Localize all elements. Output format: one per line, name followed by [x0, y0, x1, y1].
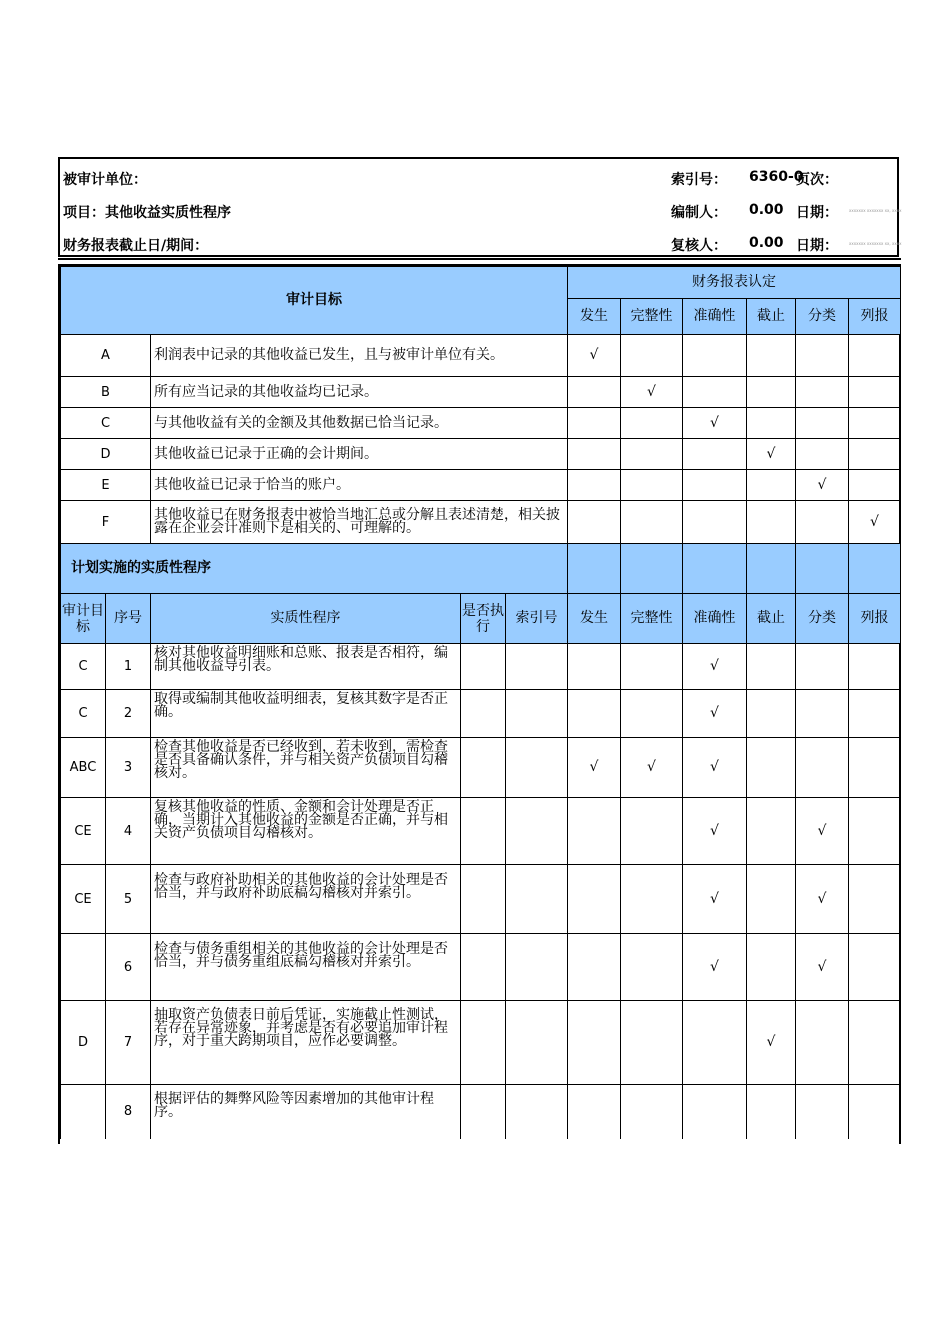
header-double-rule [58, 258, 901, 260]
col-assertion: 截止 [747, 594, 796, 644]
check-mark [849, 377, 901, 408]
procedure-text: 检查其他收益是否已经收到，若未收到，需检查是否具备确认条件，并与相关资产负债项目勾稽核对。 [151, 738, 461, 798]
procedures-title: 计划实施的实质性程序 [61, 544, 568, 594]
page-label: 页次： [796, 172, 838, 188]
procedure-row [61, 1001, 901, 1085]
check-mark [621, 1001, 683, 1085]
check-mark [849, 865, 901, 934]
preparer-date-label: 日期： [796, 205, 838, 221]
check-mark [568, 934, 621, 1001]
check-mark: √ [849, 501, 901, 544]
procedure-seq: 8 [106, 1085, 151, 1139]
objective-row [61, 377, 901, 408]
check-mark [796, 1001, 849, 1085]
col-seq: 序号 [106, 594, 151, 644]
procedure-row [61, 644, 901, 690]
assertion-header: 列报 [849, 299, 901, 335]
objective-code: B [61, 377, 151, 408]
check-mark [568, 501, 621, 544]
check-mark [621, 408, 683, 439]
procedure-text: 取得或编制其他收益明细表，复核其数字是否正确。 [151, 690, 461, 738]
procedure-executed[interactable] [461, 690, 506, 738]
procedure-seq: 4 [106, 798, 151, 865]
period-label: 财务报表截止日/期间： [63, 238, 209, 254]
objective-code: D [61, 439, 151, 470]
objective-code: E [61, 470, 151, 501]
assertion-header: 截止 [747, 299, 796, 335]
check-mark [683, 470, 747, 501]
workpaper-header [58, 157, 902, 257]
check-mark [621, 470, 683, 501]
assertion-header: 完整性 [621, 299, 683, 335]
procedure-row [61, 738, 901, 798]
check-mark [621, 798, 683, 865]
procedure-index[interactable] [506, 934, 568, 1001]
reviewer-date-value: xxxxxxx xxxxxxx xx, xxxx [849, 241, 902, 246]
procedure-executed[interactable] [461, 1085, 506, 1139]
check-mark [747, 501, 796, 544]
check-mark: √ [683, 644, 747, 690]
check-mark [849, 439, 901, 470]
check-mark [621, 335, 683, 377]
reviewer-value: 0.00 [749, 235, 784, 251]
blank-cell [849, 544, 901, 594]
procedure-text: 根据评估的舞弊风险等因素增加的其他审计程序。 [151, 1085, 461, 1139]
procedure-executed[interactable] [461, 934, 506, 1001]
check-mark [796, 335, 849, 377]
check-mark [568, 1085, 621, 1139]
check-mark: √ [568, 335, 621, 377]
reviewer-date-label: 日期： [796, 238, 838, 254]
check-mark: √ [621, 738, 683, 798]
assertion-header: 发生 [568, 299, 621, 335]
check-mark: √ [568, 738, 621, 798]
check-mark [747, 377, 796, 408]
check-mark: √ [796, 798, 849, 865]
objective-text: 与其他收益有关的金额及其他数据已恰当记录。 [151, 408, 568, 439]
objective-text: 其他收益已在财务报表中被恰当地汇总或分解且表述清楚，相关披露在企业会计准则下是相关的、可理解的。 [151, 501, 568, 544]
procedure-row [61, 690, 901, 738]
check-mark [683, 335, 747, 377]
check-mark [849, 1001, 901, 1085]
blank-cell [747, 544, 796, 594]
check-mark: √ [747, 439, 796, 470]
procedure-seq: 5 [106, 865, 151, 934]
check-mark: √ [683, 934, 747, 1001]
procedure-objective: C [61, 690, 106, 738]
audited-unit-label: 被审计单位： [63, 172, 147, 188]
procedure-executed[interactable] [461, 865, 506, 934]
procedure-text: 核对其他收益明细账和总账、报表是否相符，编制其他收益导引表。 [151, 644, 461, 690]
procedure-text: 检查与政府补助相关的其他收益的会计处理是否恰当，并与政府补助底稿勾稽核对并索引。 [151, 865, 461, 934]
procedure-objective: C [61, 644, 106, 690]
procedure-executed[interactable] [461, 798, 506, 865]
check-mark [796, 408, 849, 439]
check-mark [621, 644, 683, 690]
check-mark [621, 1085, 683, 1139]
objective-text: 其他收益已记录于正确的会计期间。 [151, 439, 568, 470]
procedure-objective [61, 1085, 106, 1139]
check-mark [747, 644, 796, 690]
check-mark [747, 738, 796, 798]
blank-cell [568, 544, 621, 594]
procedure-objective [61, 934, 106, 1001]
check-mark [568, 1001, 621, 1085]
check-mark [568, 690, 621, 738]
procedure-index[interactable] [506, 865, 568, 934]
assertion-header: 准确性 [683, 299, 747, 335]
check-mark [796, 644, 849, 690]
procedure-seq: 2 [106, 690, 151, 738]
check-mark [796, 501, 849, 544]
procedure-index[interactable] [506, 644, 568, 690]
check-mark [796, 690, 849, 738]
preparer-label: 编制人： [671, 205, 727, 221]
preparer-value: 0.00 [749, 202, 784, 218]
objective-row [61, 335, 901, 377]
procedure-seq: 1 [106, 644, 151, 690]
check-mark [683, 1001, 747, 1085]
procedure-text: 复核其他收益的性质、金额和会计处理是否正确，当期计入其他收益的金额是否正确，并与相关资产负债项目勾稽核对。 [151, 798, 461, 865]
check-mark [683, 501, 747, 544]
check-mark: √ [796, 470, 849, 501]
check-mark [747, 934, 796, 1001]
objectives-title: 审计目标 [61, 267, 568, 335]
check-mark [568, 644, 621, 690]
check-mark: √ [796, 934, 849, 1001]
project-title: 项目：其他收益实质性程序 [63, 205, 231, 221]
index-label: 索引号： [671, 172, 727, 188]
col-objective: 审计目标 [61, 594, 106, 644]
assertion-group-header: 财务报表认定 [568, 267, 901, 299]
blank-cell [621, 544, 683, 594]
check-mark [747, 1085, 796, 1139]
procedure-seq: 6 [106, 934, 151, 1001]
procedure-index[interactable] [506, 738, 568, 798]
procedure-seq: 3 [106, 738, 151, 798]
objective-row [61, 408, 901, 439]
check-mark [568, 377, 621, 408]
blank-cell [796, 544, 849, 594]
check-mark [747, 470, 796, 501]
check-mark: √ [683, 798, 747, 865]
check-mark [747, 335, 796, 377]
check-mark [747, 865, 796, 934]
check-mark [849, 798, 901, 865]
audit-program-table [60, 266, 901, 1139]
check-mark [849, 644, 901, 690]
preparer-date-value: xxxxxxx xxxxxxx xx, xxxx [849, 208, 902, 213]
blank-cell [683, 544, 747, 594]
assertion-header: 分类 [796, 299, 849, 335]
procedure-executed[interactable] [461, 1001, 506, 1085]
objective-text: 利润表中记录的其他收益已发生，且与被审计单位有关。 [151, 335, 568, 377]
procedure-objective: CE [61, 865, 106, 934]
objective-code: A [61, 335, 151, 377]
procedure-row [61, 1085, 901, 1139]
procedure-row [61, 865, 901, 934]
procedure-row [61, 934, 901, 1001]
check-mark [621, 501, 683, 544]
check-mark [621, 934, 683, 1001]
procedure-executed[interactable] [461, 738, 506, 798]
check-mark: √ [683, 690, 747, 738]
check-mark [568, 865, 621, 934]
check-mark [796, 738, 849, 798]
check-mark [849, 408, 901, 439]
reviewer-label: 复核人： [671, 238, 727, 254]
check-mark [849, 934, 901, 1001]
check-mark [621, 439, 683, 470]
procedure-objective: D [61, 1001, 106, 1085]
check-mark [796, 377, 849, 408]
procedure-text: 检查与债务重组相关的其他收益的会计处理是否恰当，并与债务重组底稿勾稽核对并索引。 [151, 934, 461, 1001]
check-mark [568, 798, 621, 865]
col-assertion: 完整性 [621, 594, 683, 644]
procedure-seq: 7 [106, 1001, 151, 1085]
objective-text: 所有应当记录的其他收益均已记录。 [151, 377, 568, 408]
col-assertion: 准确性 [683, 594, 747, 644]
check-mark: √ [796, 865, 849, 934]
col-index: 索引号 [506, 594, 568, 644]
objective-code: F [61, 501, 151, 544]
procedure-index[interactable] [506, 798, 568, 865]
objective-row [61, 501, 901, 544]
check-mark [568, 470, 621, 501]
check-mark [849, 738, 901, 798]
check-mark [747, 690, 796, 738]
col-procedure: 实质性程序 [151, 594, 461, 644]
check-mark: √ [747, 1001, 796, 1085]
check-mark [568, 439, 621, 470]
check-mark [683, 1085, 747, 1139]
check-mark: √ [621, 377, 683, 408]
procedure-row [61, 798, 901, 865]
check-mark [849, 690, 901, 738]
check-mark [849, 470, 901, 501]
check-mark [747, 798, 796, 865]
procedure-index[interactable] [506, 1001, 568, 1085]
check-mark [568, 408, 621, 439]
check-mark [796, 1085, 849, 1139]
procedure-text: 抽取资产负债表日前后凭证，实施截止性测试，若存在异常迹象，并考虑是否有必要追加审计程序，对于重大跨期项目，应作必要调整。 [151, 1001, 461, 1085]
col-assertion: 发生 [568, 594, 621, 644]
check-mark: √ [683, 738, 747, 798]
check-mark [683, 439, 747, 470]
procedure-executed[interactable] [461, 644, 506, 690]
check-mark [849, 1085, 901, 1139]
procedure-objective: ABC [61, 738, 106, 798]
col-assertion: 分类 [796, 594, 849, 644]
check-mark [849, 335, 901, 377]
check-mark [683, 377, 747, 408]
objective-code: C [61, 408, 151, 439]
objective-text: 其他收益已记录于恰当的账户。 [151, 470, 568, 501]
check-mark: √ [683, 865, 747, 934]
check-mark [796, 439, 849, 470]
col-executed: 是否执行 [461, 594, 506, 644]
check-mark [747, 408, 796, 439]
procedure-objective: CE [61, 798, 106, 865]
procedure-index[interactable] [506, 1085, 568, 1139]
check-mark [621, 865, 683, 934]
index-value: 6360-0 [749, 169, 804, 185]
check-mark: √ [683, 408, 747, 439]
col-assertion: 列报 [849, 594, 901, 644]
check-mark [621, 690, 683, 738]
objective-row [61, 470, 901, 501]
objective-row [61, 439, 901, 470]
procedure-index[interactable] [506, 690, 568, 738]
